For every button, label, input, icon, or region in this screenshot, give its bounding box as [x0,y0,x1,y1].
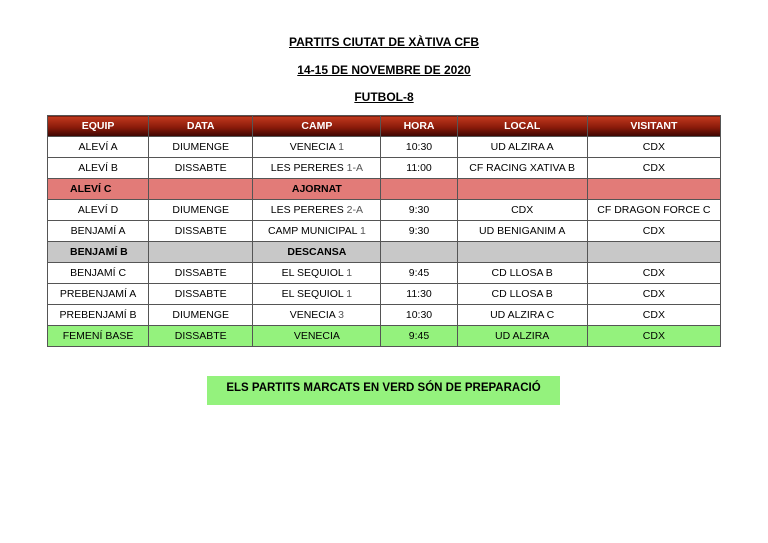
schedule-table [47,115,721,347]
cell-equip: ALEVÍ B [48,158,149,179]
cell-hora: 10:30 [381,137,457,158]
cell-data [149,179,253,200]
cell-hora [381,242,457,263]
cell-visitant: CDX [587,284,720,305]
table-row [48,305,721,326]
preparation-note: ELS PARTITS MARCATS EN VERD SÓN DE PREPARACIÓ [207,376,560,405]
cell-camp [253,158,381,179]
document-dates: 14-15 DE NOVEMBRE DE 2020 [297,63,471,77]
cell-equip: PREBENJAMÍ B [48,305,149,326]
camp-field-number: 1 [359,225,366,237]
cell-hora: 11:30 [381,284,457,305]
cell-local: CDX [457,200,587,221]
cell-local [457,242,587,263]
cell-data [149,242,253,263]
cell-equip: BENJAMÍ B [48,242,149,263]
table-header-row [48,116,721,137]
cell-camp [253,179,381,200]
cell-local: UD ALZIRA A [457,137,587,158]
cell-equip: PREBENJAMÍ A [48,284,149,305]
cell-camp [253,221,381,242]
cell-camp [253,305,381,326]
cell-data: DIUMENGE [149,137,253,158]
column-header-equip: EQUIP [48,116,149,137]
cell-data: DISSABTE [149,221,253,242]
cell-hora: 11:00 [381,158,457,179]
camp-name: DESCANSA [287,246,347,258]
column-header-camp: CAMP [253,116,381,137]
document-title: PARTITS CIUTAT DE XÀTIVA CFB [289,35,479,49]
cell-camp [253,284,381,305]
camp-name: CAMP MUNICIPAL [267,225,358,237]
cell-hora: 9:30 [381,221,457,242]
cell-camp [253,137,381,158]
camp-field-number: 1-A [346,162,363,174]
camp-field-number: 1 [346,267,353,279]
cell-equip: FEMENÍ BASE [48,326,149,347]
camp-field-number: 1 [346,288,353,300]
cell-visitant: CF DRAGON FORCE C [587,200,720,221]
cell-data: DIUMENGE [149,200,253,221]
cell-local: UD ALZIRA C [457,305,587,326]
cell-hora: 9:45 [381,263,457,284]
cell-camp [253,200,381,221]
cell-local: UD ALZIRA [457,326,587,347]
cell-visitant: CDX [587,263,720,284]
camp-name: VENECIA [293,330,340,342]
cell-visitant: CDX [587,305,720,326]
table-row [48,263,721,284]
cell-hora: 9:30 [381,200,457,221]
column-header-visitant: VISITANT [587,116,720,137]
cell-visitant: CDX [587,137,720,158]
cell-visitant: CDX [587,221,720,242]
camp-field-number: 3 [338,309,345,321]
table-row [48,137,721,158]
cell-local [457,179,587,200]
cell-local: UD BENIGANIM A [457,221,587,242]
camp-name: EL SEQUIOL [281,267,344,279]
column-header-local: LOCAL [457,116,587,137]
cell-equip: ALEVÍ D [48,200,149,221]
camp-name: VENECIA [289,141,336,153]
cell-data: DISSABTE [149,284,253,305]
camp-name: LES PERERES [270,204,344,216]
cell-hora [381,179,457,200]
cell-camp [253,263,381,284]
cell-local: CD LLOSA B [457,284,587,305]
table-row [48,326,721,347]
cell-hora: 9:45 [381,326,457,347]
camp-field-number: 1 [338,141,345,153]
table-row [48,284,721,305]
table-row [48,200,721,221]
table-row [48,242,721,263]
table-row [48,158,721,179]
document-category: FUTBOL-8 [354,90,414,104]
camp-name: EL SEQUIOL [281,288,344,300]
camp-name: LES PERERES [270,162,344,174]
cell-camp [253,326,381,347]
cell-data: DISSABTE [149,326,253,347]
cell-equip: ALEVÍ C [48,179,149,200]
camp-field-number: 2-A [346,204,363,216]
camp-name: AJORNAT [291,183,342,195]
cell-data: DISSABTE [149,263,253,284]
cell-local: CF RACING XATIVA B [457,158,587,179]
cell-data: DISSABTE [149,158,253,179]
cell-data: DIUMENGE [149,305,253,326]
cell-visitant: CDX [587,326,720,347]
cell-equip: ALEVÍ A [48,137,149,158]
cell-local: CD LLOSA B [457,263,587,284]
cell-camp [253,242,381,263]
column-header-data: DATA [149,116,253,137]
column-header-hora: HORA [381,116,457,137]
cell-hora: 10:30 [381,305,457,326]
cell-equip: BENJAMÍ C [48,263,149,284]
cell-equip: BENJAMÍ A [48,221,149,242]
table-row [48,221,721,242]
cell-visitant: CDX [587,158,720,179]
cell-visitant [587,179,720,200]
table-row [48,179,721,200]
cell-visitant [587,242,720,263]
camp-name: VENECIA [289,309,336,321]
